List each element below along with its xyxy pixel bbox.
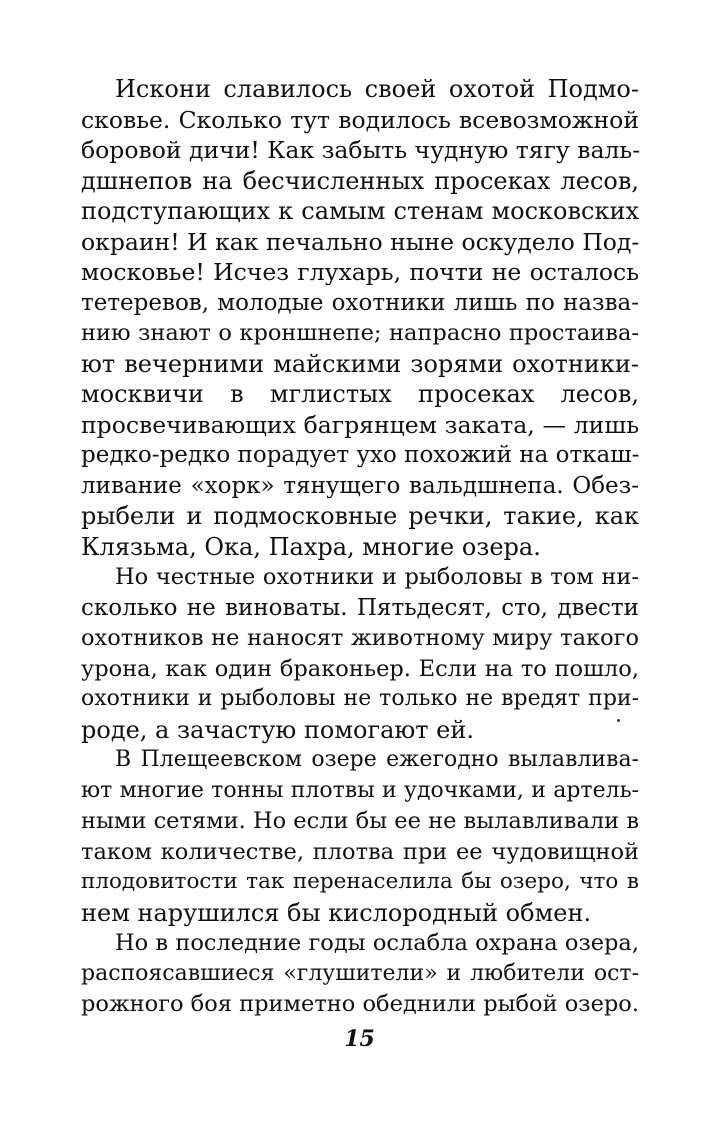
paragraph-4 — [81, 928, 639, 1020]
text-line: дшнепов на бесчисленных просеках лесов, — [81, 166, 639, 195]
text-line: ют многие тонны плотвы и удочками, и артель- — [81, 777, 639, 803]
page-number: 15 — [344, 1026, 375, 1052]
text-line: охотники и рыболовы не только не вредят при- — [81, 686, 639, 711]
print-speck — [617, 719, 620, 722]
text-line: сковье. Сколько тут водилось всевозможной — [81, 105, 639, 134]
text-line: В Плещеевском озере ежегодно вылавлива- — [115, 747, 639, 772]
text-line: распоясавшиеся «глушители» и любители ост- — [81, 960, 639, 986]
text-line: окраин! И как печально ныне оскудело Под- — [81, 227, 640, 256]
text-line: подступающих к самым стенам московских — [81, 197, 639, 225]
text-line: московье! Исчез глухарь, почти не осталось — [81, 258, 639, 286]
text-line: рыбели и подмосковные речки, такие, как — [81, 502, 639, 530]
text-line: ными сетями. Но если бы ее не вылавливали в — [81, 808, 639, 834]
text-line: Но в последние годы ослабла охрана озера, — [115, 930, 639, 956]
text-line: москвичи в мглистых просеках лесов, — [81, 380, 639, 408]
paragraph-3 — [81, 745, 639, 928]
text-line: нию знают о кроншнепе; напрасно простаива- — [81, 320, 639, 346]
text-line: Но честные охотники и рыболовы в том ни- — [115, 564, 639, 590]
text-line: тетеревов, молодые охотники лишь по назва- — [81, 289, 639, 316]
text-line: рожного боя приметно обеднили рыбой озеро. — [81, 991, 639, 1017]
text-line: плодовитости так перенаселила бы озеро, что в — [81, 869, 639, 894]
text-line: просвечивающих багрянцем заката, — лишь — [81, 410, 639, 439]
text-line: урона, как один браконьер. Если на то пошло, — [81, 655, 639, 682]
text-line: боровой дичи! Как забыть чудную тягу валь- — [81, 136, 641, 164]
text-line: роде, а зачастую помогают ей. — [81, 715, 474, 744]
text-line: редко-редко порадует ухо похожий на откаш- — [81, 442, 640, 468]
text-line: сколько не виноваты. Пятьдесят, сто, двести — [81, 594, 639, 621]
text-line: Клязьма, Ока, Пахра, многие озера. — [81, 532, 541, 561]
paragraph-2 — [81, 562, 639, 745]
text-line: охотников не наносят животному миру такого — [81, 625, 639, 651]
body-text — [81, 74, 639, 1020]
text-line: ют вечерними майскими зорями охотники- — [81, 349, 639, 378]
text-line: таком количестве, плотва при ее чудовищной — [81, 838, 639, 865]
paragraph-1 — [81, 74, 639, 562]
text-line: нем нарушился бы кислородный обмен. — [81, 898, 592, 927]
text-line: ливание «хорк» тянущего вальдшнепа. Обез- — [81, 472, 639, 499]
text-line: Искони славилось своей охотой Подмо- — [115, 75, 639, 103]
